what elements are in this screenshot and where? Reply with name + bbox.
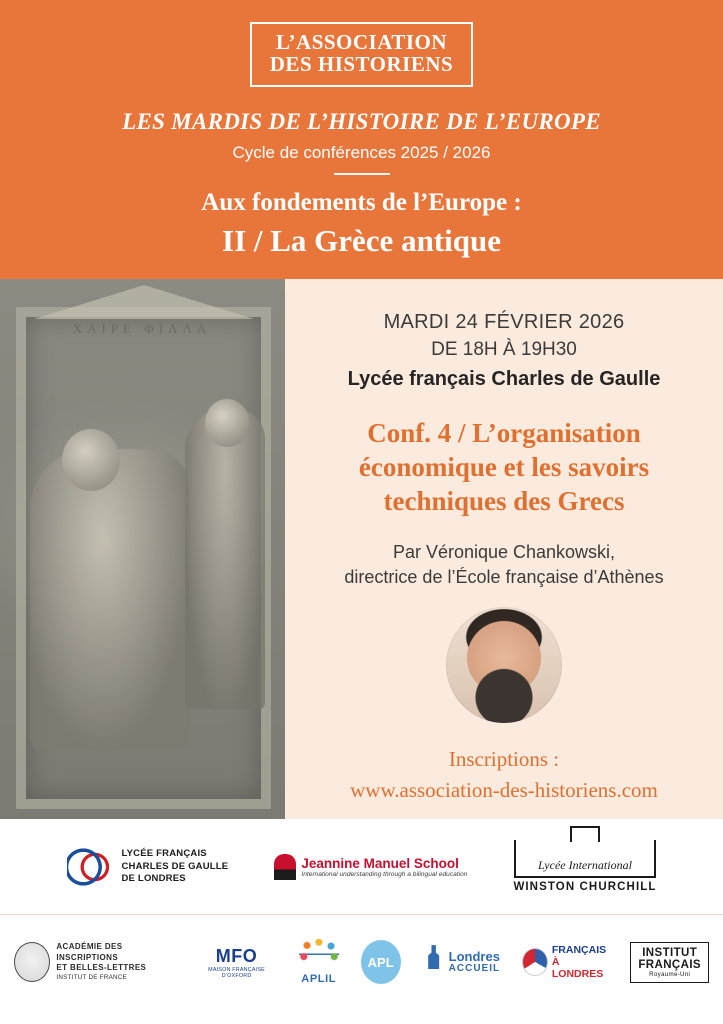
speaker-name: Par Véronique Chankowski, — [392, 542, 616, 563]
relief-seated-figure-head — [62, 429, 120, 491]
relief-standing-figure — [185, 409, 265, 709]
relief-standing-figure-head — [205, 399, 249, 447]
speaker-portrait — [446, 607, 562, 723]
relief-inscription: ΧΑΙΡΕ ΦΙΛΛΑ — [72, 321, 212, 337]
partners-secondary-band — [0, 915, 723, 1009]
lfcg-line3: DE LONDRES — [121, 872, 186, 884]
lfcg-line1: LYCÉE FRANÇAIS — [121, 848, 207, 860]
relief-pediment — [34, 285, 254, 319]
partners-primary-band — [0, 819, 723, 915]
londres-accueil-line1: Londres — [448, 949, 500, 965]
jm-name-part1: Jeannine Manuel — [301, 855, 411, 871]
association-logo-line2: DES HISTORIENS — [269, 52, 454, 77]
francais-a-londres-line1: FRANÇAIS — [551, 944, 607, 957]
mfo-subtitle: MAISON FRANÇAISE D’OXFORD — [208, 966, 265, 979]
institut-francais-line3: Royaume-Uni — [649, 970, 691, 978]
jeannine-manuel-mark-icon — [274, 854, 296, 880]
institut-francais-line2: FRANÇAIS — [638, 958, 701, 971]
partner-logo-apl — [361, 940, 401, 984]
francais-a-londres-mark-icon — [522, 948, 548, 976]
londres-accueil-text — [449, 950, 500, 974]
londres-accueil-mark-icon — [423, 945, 445, 979]
institut-francais-line1: INSTITUT — [642, 946, 698, 959]
aplil-mark-icon — [299, 939, 339, 971]
londres-accueil-line2: ACCUEIL — [448, 963, 501, 975]
theme-line1: Aux fondements de l’Europe : — [201, 189, 522, 217]
winston-churchill-name: WINSTON CHURCHILL — [513, 881, 657, 894]
winston-churchill-script: Lycée International — [537, 858, 632, 873]
academie-line2: ET BELLES-LETTRES — [56, 963, 147, 973]
francais-a-londres-line2: À LONDRES — [551, 956, 604, 981]
registration-url[interactable]: www.association-des-historiens.com — [350, 777, 658, 802]
header-divider — [334, 173, 390, 175]
event-date: MARDI 24 FÉVRIER 2026 — [383, 311, 625, 334]
association-logo — [250, 22, 473, 87]
aplil-name: APLIL — [301, 973, 337, 986]
cycle-subtitle: Cycle de conférences 2025 / 2026 — [232, 143, 491, 163]
mfo-name: MFO — [215, 945, 258, 966]
academie-seal-icon — [14, 942, 50, 982]
conference-title: Conf. 4 / L’organisation économique et les savoirs techniques des Grecs — [358, 418, 650, 516]
relief-photo — [0, 279, 285, 819]
partner-logo-mfo — [196, 946, 276, 979]
partner-logo-jeannine-manuel — [274, 854, 467, 880]
apl-name: APL — [367, 954, 394, 970]
partner-logo-lfcg — [67, 844, 229, 890]
poster-body — [0, 279, 723, 819]
partner-logo-francais-a-londres — [522, 944, 608, 980]
partner-logo-academie — [14, 942, 174, 983]
event-venue: Lycée français Charles de Gaulle — [347, 368, 661, 391]
jeannine-manuel-text — [301, 856, 467, 878]
lfcg-mark-icon — [67, 844, 115, 890]
academie-line1: ACADÉMIE DES INSCRIPTIONS — [56, 941, 123, 962]
relief-seated-figure — [30, 449, 190, 749]
speaker-info — [311, 540, 697, 589]
registration-label: Inscriptions : — [448, 746, 560, 771]
partner-logo-londres-accueil — [423, 945, 500, 979]
lfcg-text — [122, 848, 229, 884]
theme-line2: II / La Grèce antique — [222, 223, 501, 259]
lfcg-line2: CHARLES DE GAULLE — [121, 860, 229, 872]
francais-a-londres-text — [552, 944, 609, 980]
event-time: DE 18H À 19H30 — [431, 339, 577, 361]
poster-header — [0, 0, 723, 279]
association-logo-line1: L’ASSOCIATION — [275, 30, 448, 54]
speaker-role: directrice de l’École française d’Athènes — [344, 566, 664, 587]
academie-text — [56, 942, 174, 983]
partner-logo-aplil — [299, 939, 339, 985]
jm-name-part2: School — [413, 855, 459, 871]
partner-logo-winston-churchill — [513, 840, 656, 893]
cycle-title: LES MARDIS DE L’HISTOIRE DE L’EUROPE — [122, 109, 601, 135]
jeannine-manuel-name — [301, 856, 467, 871]
academie-line3: INSTITUT DE FRANCE — [56, 974, 127, 982]
jeannine-manuel-tagline: International understanding through a bilingual education — [301, 870, 468, 878]
winston-churchill-mark-icon — [514, 840, 656, 878]
partner-logo-institut-francais — [630, 942, 709, 983]
event-details — [285, 279, 723, 819]
